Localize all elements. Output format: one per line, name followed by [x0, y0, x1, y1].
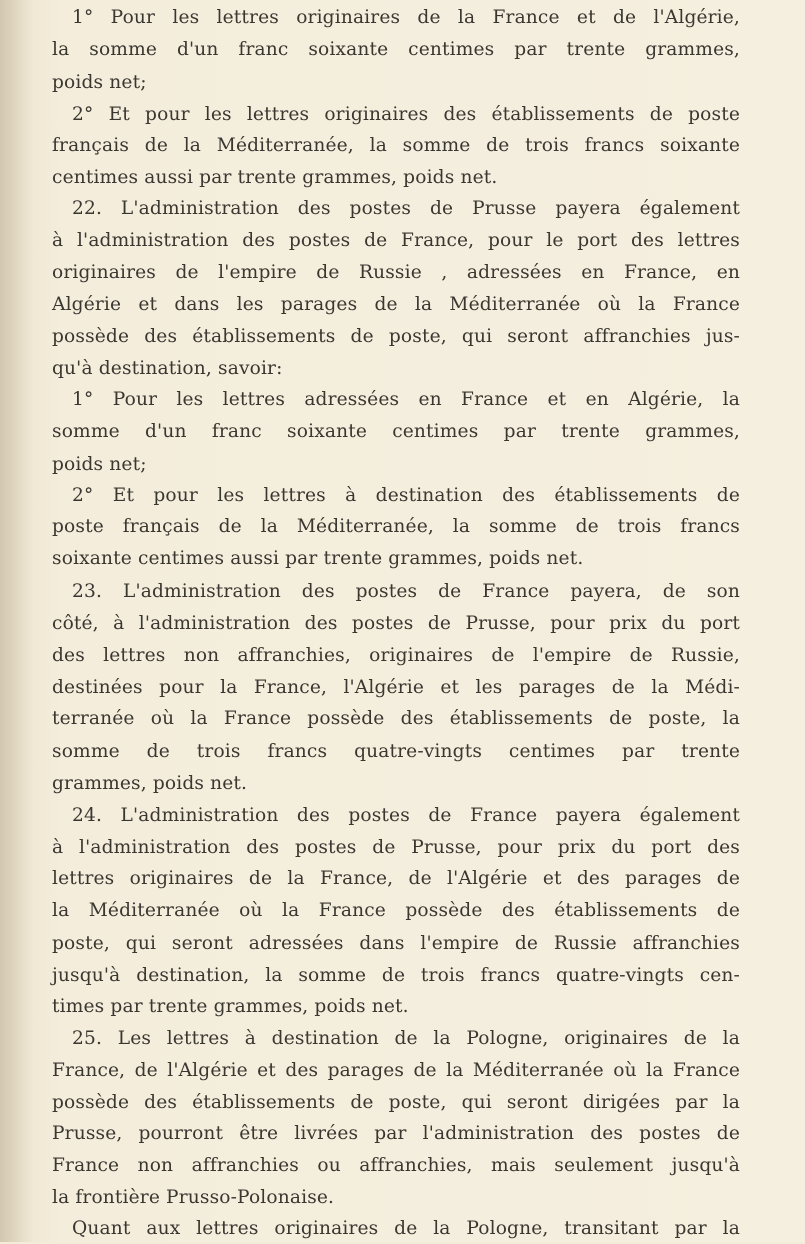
text-line: côté, à l'administration des postes de Prusse, pour prix du port [52, 613, 740, 634]
text-line: à l'administration des postes de Prusse, pour prix du port des [52, 837, 740, 858]
text-line: terranée où la France possède des établissements de poste, la [52, 708, 740, 729]
text-line: 25. Les lettres à destination de la Pologne, originaires de la [72, 1028, 740, 1049]
text-line: poids net; [52, 454, 147, 475]
text-line: somme d'un franc soixante centimes par trente grammes, [52, 421, 740, 442]
text-line: 1° Pour les lettres originaires de la France et de l'Algérie, [72, 7, 740, 28]
text-line: des lettres non affranchies, originaires de l'empire de Russie, [52, 645, 740, 666]
text-line: somme de trois francs quatre-vingts centimes par trente [52, 741, 740, 762]
text-line: Quant aux lettres originaires de la Pologne, transitant par la [72, 1218, 740, 1239]
text-line: la frontière Prusso-Polonaise. [52, 1187, 335, 1208]
text-line: la somme d'un franc soixante centimes par trente grammes, [52, 39, 740, 60]
text-line: jusqu'à destination, la somme de trois francs quatre-vingts cen- [52, 965, 740, 986]
text-line: centimes aussi par trente grammes, poids net. [52, 167, 498, 188]
text-line: lettres originaires de la France, de l'Algérie et des parages de [52, 868, 740, 889]
text-line: originaires de l'empire de Russie , adressées en France, en [52, 262, 740, 283]
text-line: soixante centimes aussi par trente grammes, poids net. [52, 548, 584, 569]
text-line: 2° Et pour les lettres à destination des établissements de [72, 485, 740, 506]
text-line: possède des établissements de poste, qui seront affranchies jus- [52, 326, 740, 347]
text-line: 22. L'administration des postes de Prusse payera également [72, 198, 740, 219]
text-line: grammes, poids net. [52, 773, 248, 794]
text-line: français de la Méditerranée, la somme de trois francs soixante [52, 135, 740, 156]
text-line: poids net; [52, 72, 147, 93]
text-line: qu'à destination, savoir: [52, 358, 283, 379]
text-line: France, de l'Algérie et des parages de la Méditerranée où la France [52, 1060, 740, 1081]
text-line: poste français de la Méditerranée, la somme de trois francs [52, 516, 740, 537]
text-line: destinées pour la France, l'Algérie et les parages de la Médi- [52, 677, 740, 698]
text-line: Prusse, pourront être livrées par l'administration des postes de [52, 1123, 740, 1144]
text-line: 2° Et pour les lettres originaires des établissements de poste [72, 104, 740, 125]
text-line: 23. L'administration des postes de France payera, de son [72, 581, 740, 602]
text-line: Algérie et dans les parages de la Méditerranée où la France [52, 294, 740, 315]
text-line: 1° Pour les lettres adressées en France et en Algérie, la [72, 389, 740, 410]
text-line: times par trente grammes, poids net. [52, 996, 409, 1017]
text-line: possède des établissements de poste, qui seront dirigées par la [52, 1092, 740, 1113]
text-line: France non affranchies ou affranchies, mais seulement jusqu'à [52, 1155, 740, 1176]
text-line: 24. L'administration des postes de France payera également [72, 805, 740, 826]
text-line: à l'administration des postes de France, pour le port des lettres [52, 230, 740, 251]
binding-gutter-shadow [0, 0, 34, 1242]
text-line: poste, qui seront adressées dans l'empire de Russie affranchies [52, 933, 740, 954]
text-line: la Méditerranée où la France possède des établissements de [52, 900, 740, 921]
